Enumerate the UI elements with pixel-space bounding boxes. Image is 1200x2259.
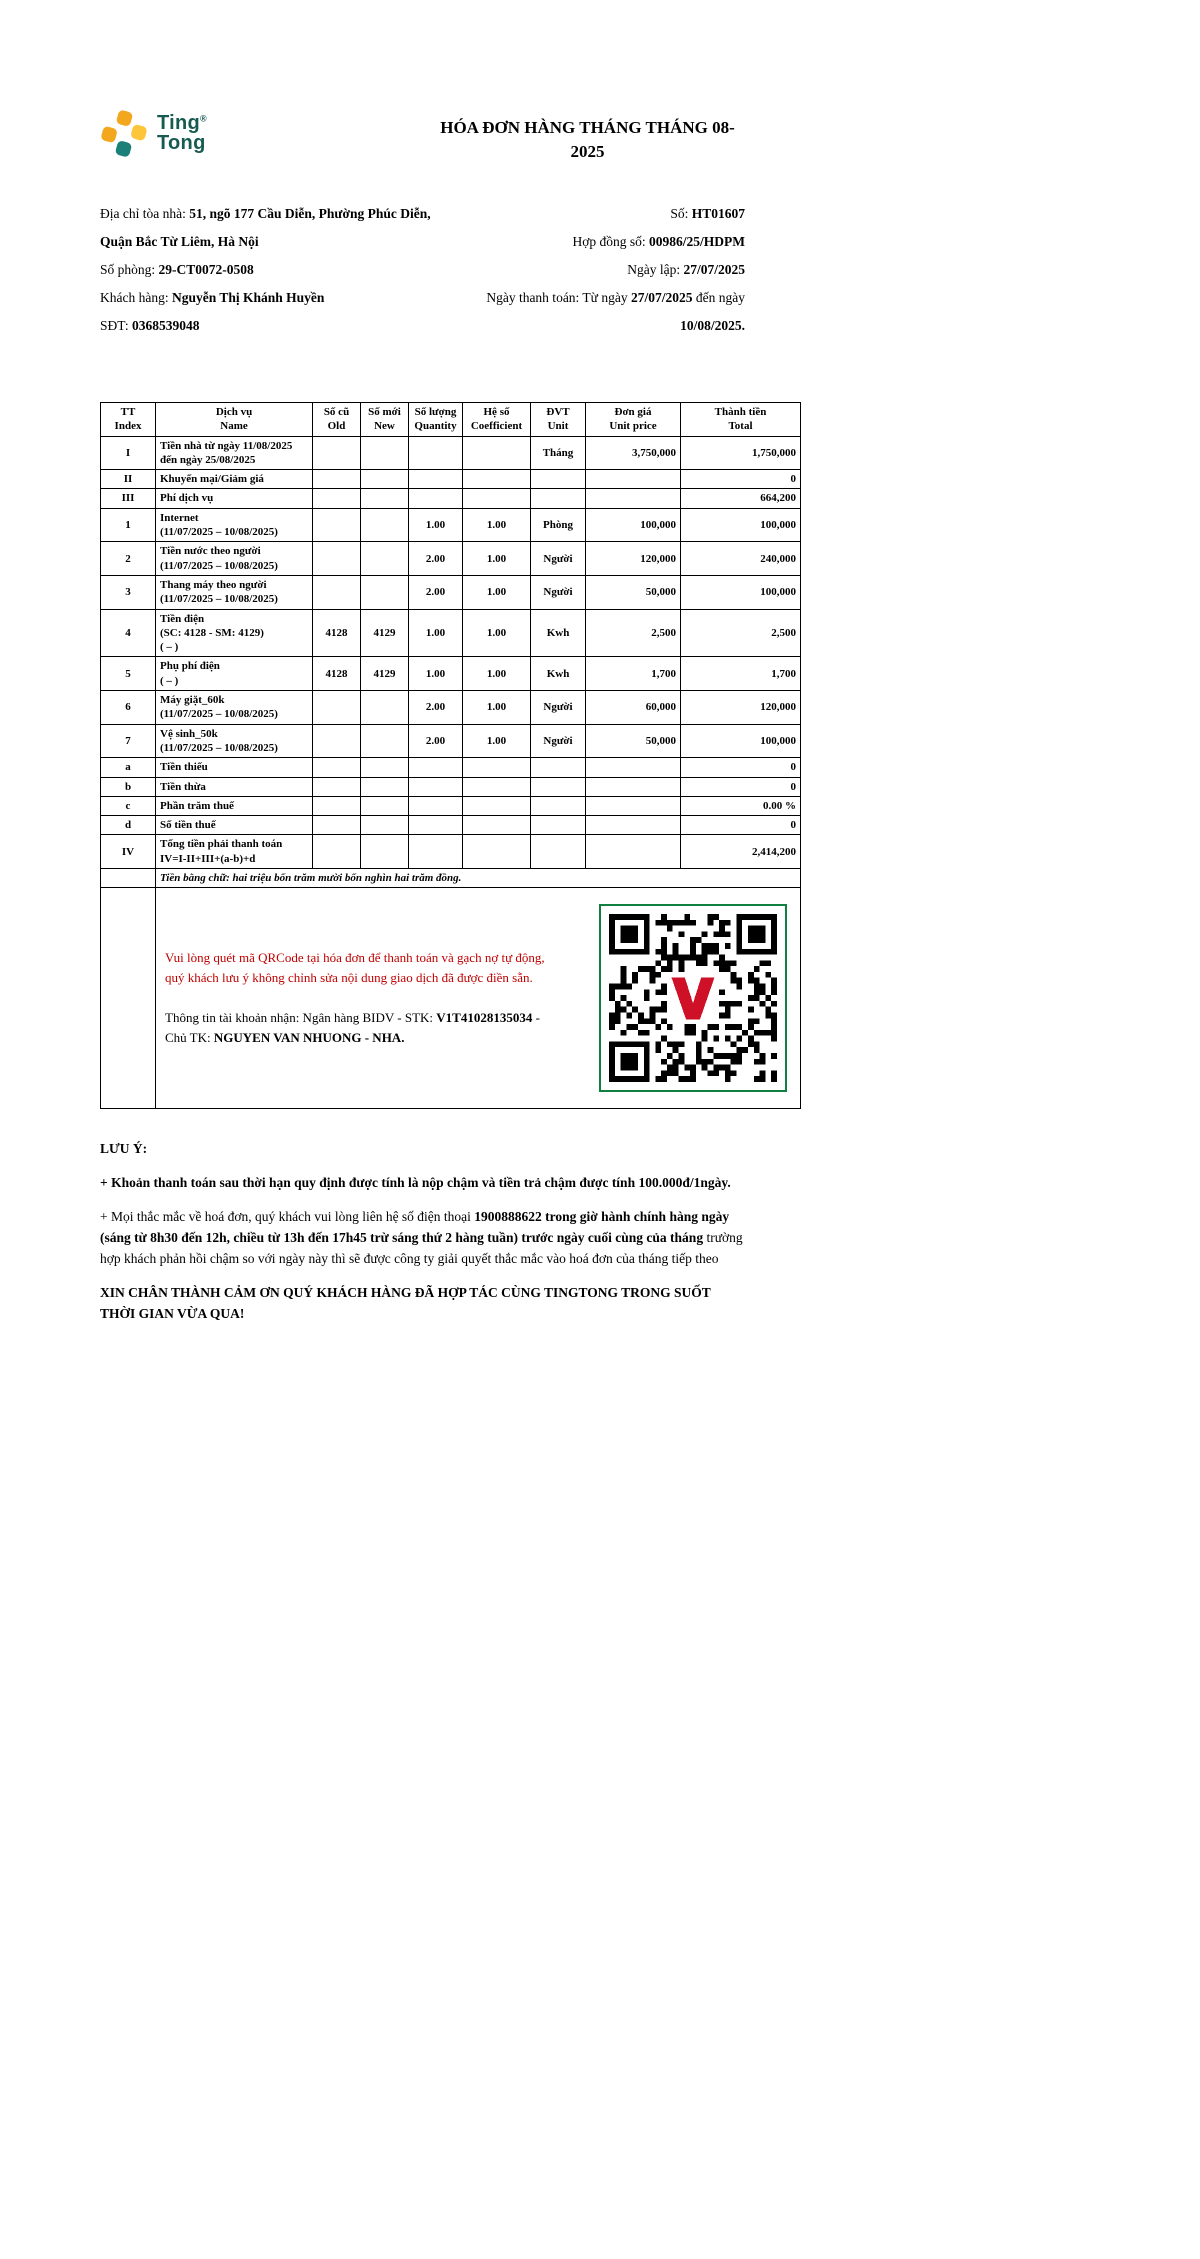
cell-coef (463, 436, 531, 470)
cell-name: Khuyến mại/Giảm giá (156, 470, 313, 489)
cell-coef: 1.00 (463, 724, 531, 758)
cell-name: Tổng tiền phải thanh toán IV=I-II+III+(a-b)+d (156, 835, 313, 869)
cell-old (313, 777, 361, 796)
cell-unit: Người (531, 575, 586, 609)
hotline-note (100, 1207, 748, 1270)
cell-qty: 2.00 (409, 575, 463, 609)
cell-total: 100,000 (681, 575, 801, 609)
table-row (101, 777, 801, 796)
cell-new (361, 691, 409, 725)
column-header: ĐVT Unit (531, 402, 586, 436)
cell-total: 0 (681, 470, 801, 489)
amount-in-words (156, 869, 801, 888)
text-segment: 29-CT0072-0508 (158, 261, 254, 277)
payment-instructions (165, 948, 557, 1049)
cell-unit: Người (531, 724, 586, 758)
text-segment: - Chủ TK: (165, 1010, 540, 1046)
text-segment: V1T41028135034 (436, 1010, 533, 1026)
cell-price: 2,500 (586, 609, 681, 657)
column-header: Hệ số Coefficient (463, 402, 531, 436)
cell-new (361, 835, 409, 869)
cell-index: II (101, 470, 156, 489)
cell-price: 50,000 (586, 575, 681, 609)
cell-name: Tiền điện (SC: 4128 - SM: 4129) ( – ) (156, 609, 313, 657)
cell-price: 60,000 (586, 691, 681, 725)
cell-new (361, 816, 409, 835)
text-segment: SĐT: (100, 317, 132, 333)
cell-old (313, 542, 361, 576)
table-row (101, 609, 801, 657)
cell-qty (409, 816, 463, 835)
cell-unit: Kwh (531, 657, 586, 691)
cell-price: 1,700 (586, 657, 681, 691)
customer-phone (100, 312, 435, 340)
cell-unit: Người (531, 542, 586, 576)
column-header: Dịch vụ Name (156, 402, 313, 436)
cell-price (586, 758, 681, 777)
qr-row (101, 888, 801, 1109)
cell-index (101, 869, 156, 888)
cell-total: 240,000 (681, 542, 801, 576)
cell-price: 120,000 (586, 542, 681, 576)
cell-old (313, 816, 361, 835)
cell-index: b (101, 777, 156, 796)
text-segment: 51, ngõ 177 Cầu Diễn, Phường Phúc Diễn, Quận Bắc Từ Liêm, Hà Nội (100, 205, 431, 249)
vietqr-v-logo (672, 978, 715, 1020)
table-row (101, 835, 801, 869)
registered-mark: ® (200, 113, 207, 124)
cell-index (101, 888, 156, 1109)
table-row (101, 758, 801, 777)
cell-unit: Tháng (531, 436, 586, 470)
cell-unit (531, 758, 586, 777)
cell-index: IV (101, 835, 156, 869)
amount-in-words-label: Tiền bằng chữ: (160, 872, 233, 884)
cell-total: 1,750,000 (681, 436, 801, 470)
invoice-table-body (101, 436, 801, 868)
notes-heading: LƯU Ý: (100, 1141, 148, 1157)
table-row (101, 508, 801, 542)
cell-old (313, 575, 361, 609)
table-row (101, 657, 801, 691)
cell-price (586, 835, 681, 869)
cell-new (361, 508, 409, 542)
account-info (165, 1008, 557, 1048)
cell-name: Tiền thiếu (156, 758, 313, 777)
text-segment: 1900888622 trong giờ hành chính hàng ngày (sáng từ 8h30 đến 12h, chiều từ 13h đến 17h45 trừ sáng thứ 2 hàng tuần) trước ngày cuối cùng của tháng (100, 1209, 730, 1246)
cell-new (361, 542, 409, 576)
info-left (100, 200, 435, 340)
amount-in-words-row (101, 869, 801, 888)
cell-old: 4128 (313, 657, 361, 691)
text-segment: 27/07/2025 (631, 289, 693, 305)
cell-total: 1,700 (681, 657, 801, 691)
cell-name: Tiền nước theo người (11/07/2025 – 10/08/2025) (156, 542, 313, 576)
issue-date (445, 256, 745, 284)
cell-total: 664,200 (681, 489, 801, 508)
cell-qty (409, 436, 463, 470)
invoice-page (100, 110, 800, 1325)
cell-name: Phụ phí điện ( – ) (156, 657, 313, 691)
text-segment: đến ngày (692, 289, 745, 305)
cell-price: 3,750,000 (586, 436, 681, 470)
thanks-note: XIN CHÂN THÀNH CẢM ƠN QUÝ KHÁCH HÀNG ĐÃ HỢP TÁC CÙNG TINGTONG TRONG SUỐT THỜI GIAN VỪA QUA! (100, 1284, 711, 1321)
cell-new (361, 758, 409, 777)
cell-price: 100,000 (586, 508, 681, 542)
cell-unit (531, 816, 586, 835)
cell-unit (531, 470, 586, 489)
cell-old (313, 835, 361, 869)
qr-instruction: Vui lòng quét mã QRCode tại hóa đơn để thanh toán và gạch nợ tự động, quý khách lưu ý không chỉnh sửa nội dung giao dịch đã được điền sẵn. (165, 950, 545, 986)
cell-coef (463, 816, 531, 835)
cell-total: 0.00 % (681, 796, 801, 815)
cell-index: d (101, 816, 156, 835)
cell-price (586, 796, 681, 815)
text-segment: 27/07/2025 (683, 261, 745, 277)
text-segment: Ngày lập: (627, 261, 684, 277)
cell-name: Phần trăm thuế (156, 796, 313, 815)
cell-qty: 1.00 (409, 508, 463, 542)
text-segment: Ngày thanh toán: Từ ngày (486, 289, 631, 305)
cell-qty (409, 777, 463, 796)
cell-total: 100,000 (681, 724, 801, 758)
cell-name: Tiền nhà từ ngày 11/08/2025 đến ngày 25/08/2025 (156, 436, 313, 470)
cell-qty (409, 758, 463, 777)
cell-coef (463, 758, 531, 777)
qr-cell (156, 888, 801, 1109)
table-row (101, 470, 801, 489)
cell-index: 2 (101, 542, 156, 576)
qr-code (599, 904, 787, 1092)
contract-number (445, 228, 745, 256)
text-segment: + Mọi thắc mắc về hoá đơn, quý khách vui lòng liên hệ số điện thoại (100, 1209, 475, 1225)
text-segment: HT01607 (691, 205, 745, 221)
cell-qty: 2.00 (409, 691, 463, 725)
column-header: Số mới New (361, 402, 409, 436)
cell-total: 2,500 (681, 609, 801, 657)
cell-old (313, 724, 361, 758)
cell-unit: Kwh (531, 609, 586, 657)
table-header-row (101, 402, 801, 436)
cell-new (361, 777, 409, 796)
text-segment: Số: (670, 205, 692, 221)
cell-unit (531, 489, 586, 508)
cell-index: c (101, 796, 156, 815)
table-row (101, 691, 801, 725)
cell-index: 4 (101, 609, 156, 657)
cell-name: Internet (11/07/2025 – 10/08/2025) (156, 508, 313, 542)
cell-total: 2,414,200 (681, 835, 801, 869)
tingtong-logo-icon (100, 110, 148, 158)
cell-qty (409, 796, 463, 815)
amount-in-words-value: hai triệu bốn trăm mười bốn nghìn hai trăm đồng. (232, 872, 462, 884)
table-row (101, 796, 801, 815)
cell-new (361, 470, 409, 489)
logo-word-tong: Tong (157, 132, 206, 154)
cell-name: Tiền thừa (156, 777, 313, 796)
text-segment: 00986/25/HDPM (649, 233, 745, 249)
text-segment: 0368539048 (131, 317, 200, 333)
info-right (445, 200, 745, 340)
cell-price (586, 470, 681, 489)
cell-total: 0 (681, 758, 801, 777)
cell-qty (409, 835, 463, 869)
cell-price (586, 816, 681, 835)
text-segment: Nguyễn Thị Khánh Huyền (171, 289, 325, 305)
room-number (100, 256, 435, 284)
late-payment-note: + Khoản thanh toán sau thời hạn quy định được tính là nộp chậm và tiền trả chậm được tính 100.000đ/1ngày. (100, 1175, 731, 1191)
cell-old (313, 508, 361, 542)
column-header: Số lượng Quantity (409, 402, 463, 436)
cell-new (361, 724, 409, 758)
text-segment: Số phòng: (100, 261, 159, 277)
table-row (101, 436, 801, 470)
invoice-info (100, 200, 800, 340)
cell-coef (463, 470, 531, 489)
cell-index: 6 (101, 691, 156, 725)
cell-name: Số tiền thuế (156, 816, 313, 835)
cell-index: 3 (101, 575, 156, 609)
tingtong-logo (100, 110, 207, 158)
cell-name: Máy giặt_60k (11/07/2025 – 10/08/2025) (156, 691, 313, 725)
cell-coef: 1.00 (463, 691, 531, 725)
cell-new: 4129 (361, 609, 409, 657)
cell-index: III (101, 489, 156, 508)
column-header: Thành tiền Total (681, 402, 801, 436)
cell-qty: 1.00 (409, 609, 463, 657)
cell-index: 7 (101, 724, 156, 758)
invoice-header (100, 110, 800, 164)
cell-new (361, 436, 409, 470)
table-row (101, 816, 801, 835)
cell-coef (463, 796, 531, 815)
customer-name (100, 284, 435, 312)
cell-total: 120,000 (681, 691, 801, 725)
cell-new: 4129 (361, 657, 409, 691)
text-segment: Hợp đồng số: (572, 233, 649, 249)
invoice-footer (100, 1139, 748, 1324)
cell-old (313, 436, 361, 470)
column-header: TT Index (101, 402, 156, 436)
column-header: Đơn giá Unit price (586, 402, 681, 436)
text-segment: Địa chỉ tòa nhà: (100, 205, 190, 221)
building-address (100, 200, 435, 256)
cell-name: Thang máy theo người (11/07/2025 – 10/08/2025) (156, 575, 313, 609)
cell-old (313, 489, 361, 508)
cell-name: Vệ sinh_50k (11/07/2025 – 10/08/2025) (156, 724, 313, 758)
cell-index: I (101, 436, 156, 470)
cell-old: 4128 (313, 609, 361, 657)
cell-index: a (101, 758, 156, 777)
cell-unit: Người (531, 691, 586, 725)
text-segment: NGUYEN VAN NHUONG - NHA. (213, 1030, 405, 1046)
table-row (101, 542, 801, 576)
text-segment: Thông tin tài khoản nhận: Ngân hàng BIDV - STK: (165, 1010, 437, 1026)
invoice-table (100, 402, 801, 1109)
cell-index: 1 (101, 508, 156, 542)
cell-coef: 1.00 (463, 542, 531, 576)
payment-period (445, 284, 745, 340)
cell-price: 50,000 (586, 724, 681, 758)
cell-coef: 1.00 (463, 657, 531, 691)
text-segment: Khách hàng: (100, 289, 172, 305)
table-row (101, 489, 801, 508)
cell-coef: 1.00 (463, 508, 531, 542)
cell-coef (463, 489, 531, 508)
cell-old (313, 470, 361, 489)
invoice-number (445, 200, 745, 228)
cell-old (313, 758, 361, 777)
cell-qty (409, 489, 463, 508)
cell-total: 0 (681, 777, 801, 796)
invoice-title: HÓA ĐƠN HÀNG THÁNG THÁNG 08-2025 (440, 118, 735, 161)
cell-old (313, 796, 361, 815)
text-segment: 10/08/2025. (680, 317, 745, 333)
cell-coef: 1.00 (463, 609, 531, 657)
table-row (101, 724, 801, 758)
cell-qty: 1.00 (409, 657, 463, 691)
cell-total: 0 (681, 816, 801, 835)
cell-coef (463, 835, 531, 869)
cell-new (361, 575, 409, 609)
cell-qty (409, 470, 463, 489)
cell-qty: 2.00 (409, 724, 463, 758)
cell-qty: 2.00 (409, 542, 463, 576)
cell-index: 5 (101, 657, 156, 691)
cell-coef (463, 777, 531, 796)
qr-pattern (609, 914, 777, 1082)
cell-price (586, 489, 681, 508)
cell-unit (531, 796, 586, 815)
column-header: Số cũ Old (313, 402, 361, 436)
cell-old (313, 691, 361, 725)
cell-new (361, 796, 409, 815)
cell-new (361, 489, 409, 508)
text-segment: trường hợp khách phản hồi chậm so với ngày này thì sẽ được công ty giải quyết thắc mắc vào hoá đơn của tháng tiếp theo (100, 1230, 743, 1266)
cell-unit (531, 835, 586, 869)
logo-word-ting: Ting (157, 112, 201, 135)
cell-total: 100,000 (681, 508, 801, 542)
tingtong-logo-text (157, 114, 207, 153)
cell-name: Phí dịch vụ (156, 489, 313, 508)
cell-unit: Phòng (531, 508, 586, 542)
cell-unit (531, 777, 586, 796)
cell-price (586, 777, 681, 796)
table-row (101, 575, 801, 609)
cell-coef: 1.00 (463, 575, 531, 609)
